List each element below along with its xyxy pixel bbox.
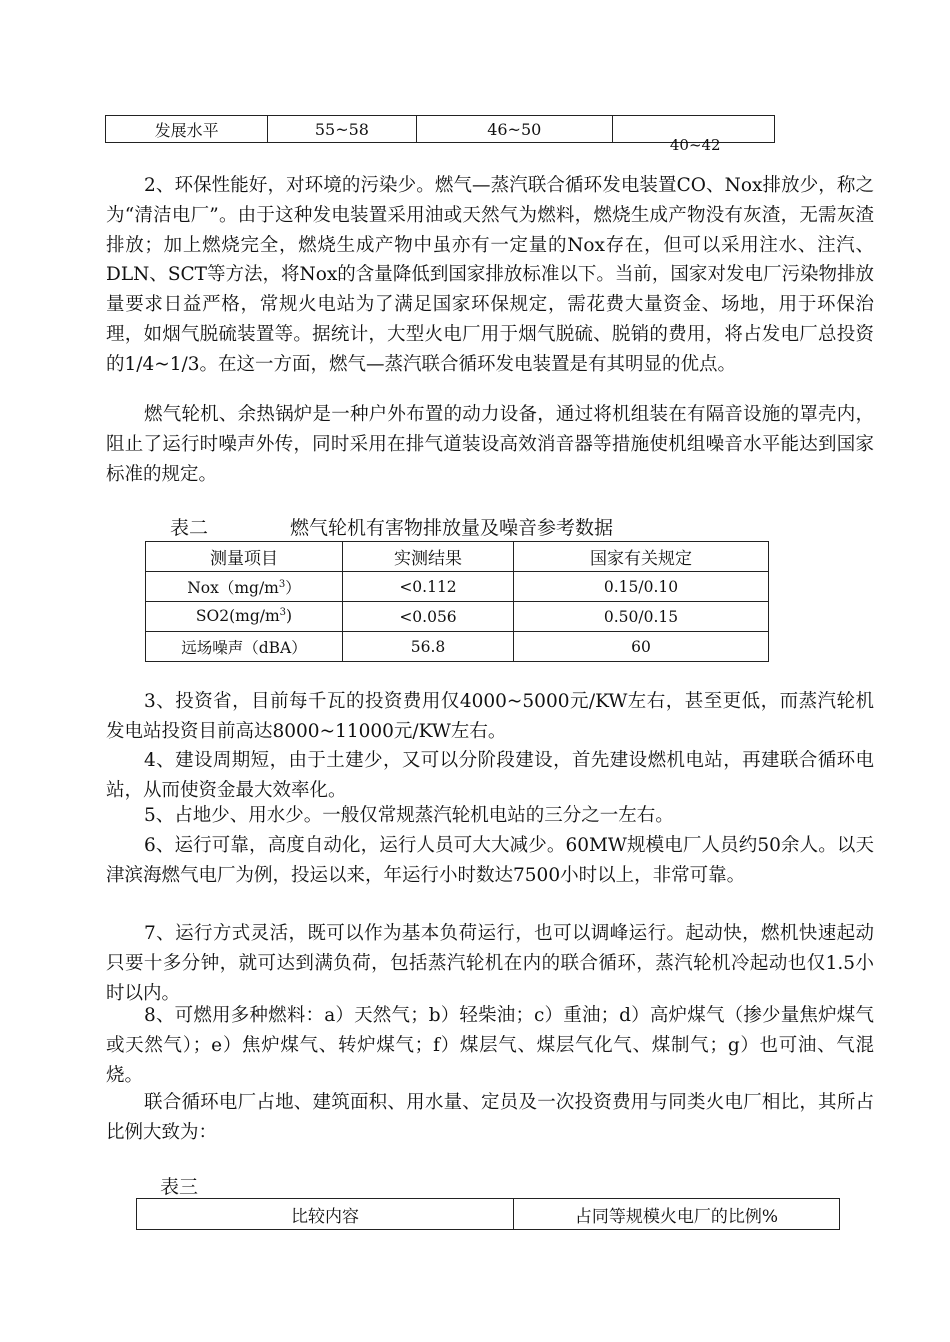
- table3-caption-label: 表三: [160, 1176, 199, 1198]
- paragraph-operation: 7、运行方式灵活，既可以作为基本负荷运行，也可以调峰运行。起动快，燃机快速起动只要十多分钟，就可达到满负荷，包括蒸汽轮机在内的联合循环，蒸汽轮机冷起动也仅1.5小时以内。: [106, 923, 874, 1004]
- table-cell-item: [146, 602, 343, 632]
- item-superscript: 3: [279, 607, 287, 619]
- table-cell-label: 发展水平: [106, 116, 268, 143]
- paragraph-construction: 4、建设周期短，由于土建少，又可以分阶段建设，首先建设燃机电站，再建联合循环电站，从而使资金最大效率化。: [106, 750, 874, 801]
- table-cell-standard: 0.50/0.15: [514, 602, 769, 632]
- column-header: 占同等规模火电厂的比例%: [514, 1199, 840, 1230]
- table-cell-standard: 60: [514, 632, 769, 662]
- paragraph-fuels: 8、可燃用多种燃料：a）天然气；b）轻柴油；c）重油；d）高炉煤气（掺少量焦炉煤气或天然气）；e）焦炉煤气、转炉煤气；f）煤层气、煤层气化气、煤制气；g）也可油、气混烧。: [106, 1005, 874, 1086]
- table-cell-result: <0.112: [343, 572, 514, 602]
- table-cell-item: [146, 632, 343, 662]
- comparison-table: [136, 1198, 840, 1230]
- development-level-table: [105, 115, 775, 154]
- table-cell-result: <0.056: [343, 602, 514, 632]
- paragraph-noise: 燃气轮机、余热锅炉是一种户外布置的动力设备，通过将机组装在有隔音设施的罩壳内，阻止了运行时噪声外传，同时采用在排气道装设高效消音器等措施使机组噪音水平能达到国家标准的规定。: [106, 404, 874, 485]
- paragraph-investment: 3、投资省，目前每千瓦的投资费用仅4000~5000元/KW左右，甚至更低，而蒸汽轮机发电站投资目前高达8000~11000元/KW左右。: [106, 691, 874, 742]
- item-name: 远场噪声（dBA）: [181, 638, 307, 657]
- table-row: [146, 572, 769, 602]
- emission-table: [145, 541, 769, 662]
- paragraph-reliability: 6、运行可靠，高度自动化，运行人员可大大减少。60MW规模电厂人员约50余人。以天津滨海燃气电厂为例，投运以来，年运行小时数达7500小时以上，非常可靠。: [106, 835, 874, 886]
- item-superscript: 3: [278, 578, 286, 590]
- column-header: 测量项目: [146, 542, 343, 572]
- table-row: [106, 116, 775, 143]
- table-cell: 55~58: [268, 116, 416, 143]
- table2-caption-title: 燃气轮机有害物排放量及噪音参考数据: [290, 517, 614, 539]
- table-row: [146, 602, 769, 632]
- table-cell-item: [146, 572, 343, 602]
- paragraph-environmental: 2、环保性能好，对环境的污染少。燃气—蒸汽联合循环发电装置CO、Nox排放少，称之为“清洁电厂”。由于这种发电装置采用油或天然气为燃料，燃烧生成产物没有灰渣，无需灰渣排放；加上燃烧完全，燃烧生成产物中虽亦有一定量的Nox存在，但可以采用注水、注汽、DLN、SCT等方法，将Nox的含量降低到国家排放标准以下。当前，国家对发电厂污染物排放量要求日益严格，常规火电站为了满足国家环保规定，需花费大量资金、场地，用于环保治理，如烟气脱硫装置等。据统计，大型火电厂用于烟气脱硫、脱销的费用，将占发电厂总投资的1/4~1/3。在这一方面，燃气—蒸汽联合循环发电装置是有其明显的优点。: [106, 175, 874, 375]
- table-cell: [612, 116, 774, 154]
- table-cell: 46~50: [416, 116, 612, 143]
- table-cell-result: 56.8: [343, 632, 514, 662]
- item-name: Nox（mg/m: [187, 578, 279, 597]
- table-cell-value: 40~42: [669, 136, 721, 154]
- paragraph-comparison: 联合循环电厂占地、建筑面积、用水量、定员及一次投资费用与同类火电厂相比，其所占比例大致为：: [106, 1092, 874, 1143]
- table-header-row: [137, 1199, 840, 1230]
- column-header: 国家有关规定: [514, 542, 769, 572]
- column-header: 比较内容: [137, 1199, 514, 1230]
- table-header-row: [146, 542, 769, 572]
- item-name: SO2(mg/m: [195, 607, 280, 626]
- table-cell-standard: 0.15/0.10: [514, 572, 769, 602]
- table-row: [146, 632, 769, 662]
- table2-caption-label: 表二: [170, 517, 209, 539]
- item-end: ）: [285, 578, 301, 597]
- item-end: ): [286, 607, 293, 626]
- paragraph-land-water: 5、占地少、用水少。一般仅常规蒸汽轮机电站的三分之一左右。: [144, 805, 674, 826]
- column-header: 实测结果: [343, 542, 514, 572]
